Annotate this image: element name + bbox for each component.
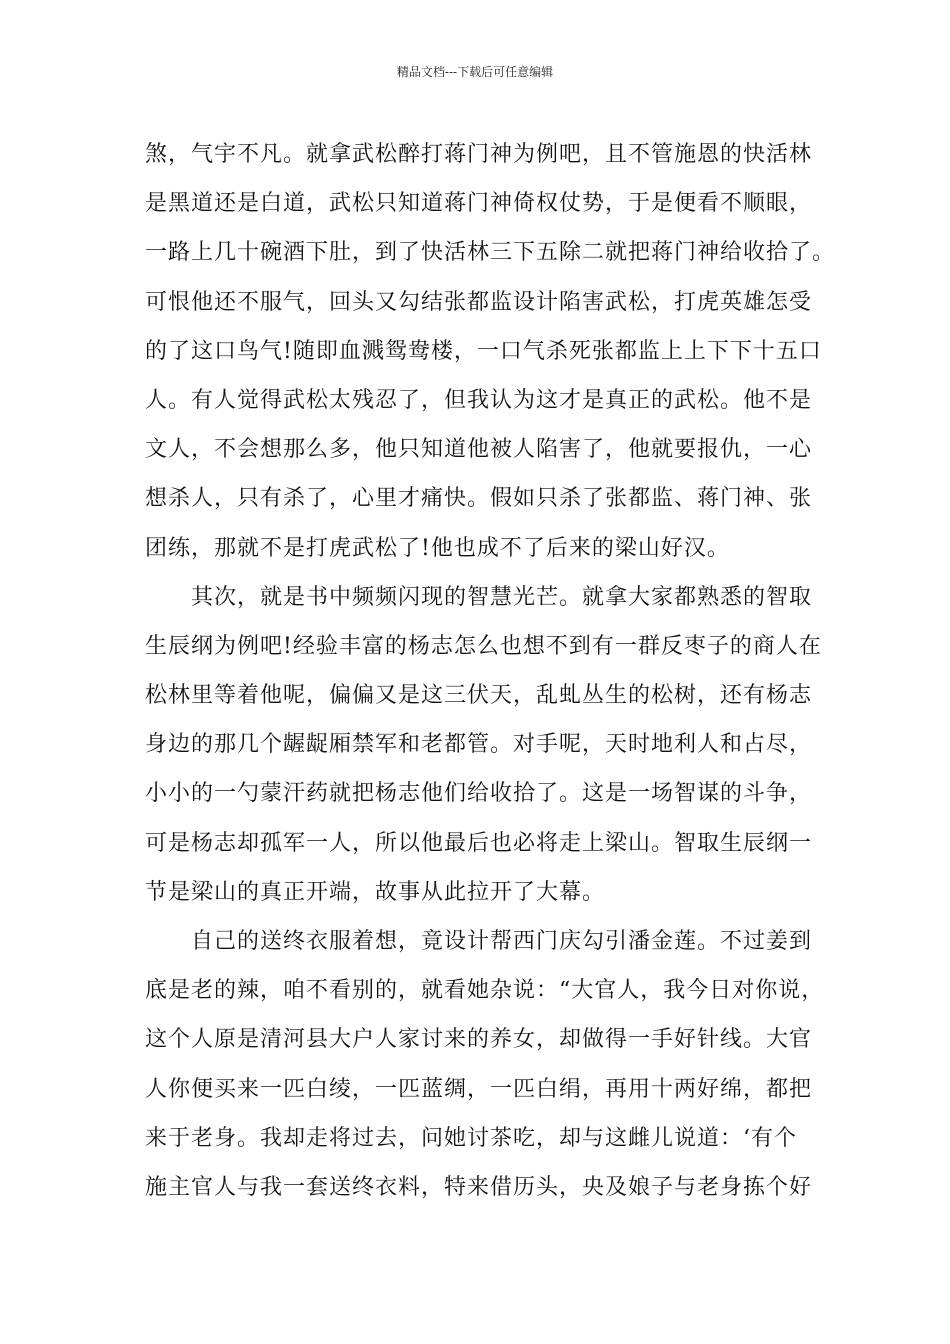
document-body — [145, 130, 836, 1212]
text-line: 施主官人与我一套送终衣料，特来借历头，央及娘子与老身拣个好 — [145, 1174, 813, 1200]
text-line: 人。有人觉得武松太残忍了，但我认为这才是真正的武松。他不是 — [145, 387, 813, 413]
text-line: 这个人原是清河县大户人家讨来的养女，却做得一手好针线。大官 — [145, 1027, 813, 1053]
text-line: 生辰纲为例吧!经验丰富的杨志怎么也想不到有一群反枣子的商人在 — [145, 633, 822, 659]
text-line: 可恨他还不服气，回头又勾结张都监设计陷害武松，打虎英雄怎受 — [145, 289, 813, 315]
text-line: 底是老的辣，咱不看别的，就看她杂说：“大官人，我今日对你说， — [145, 978, 825, 1004]
text-line: 是黑道还是白道，武松只知道蒋门神倚权仗势，于是便看不顺眼， — [145, 191, 813, 217]
paragraph-start-line: 自己的送终衣服着想，竟设计帮西门庆勾引潘金莲。不过姜到 — [145, 929, 813, 954]
text-line: 身边的那几个龌龊厢禁军和老都管。对手呢，天时地利人和占尽， — [145, 732, 813, 758]
text-line: 的了这口鸟气!随即血溅鸳鸯楼，一口气杀死张都监上上下下十五口 — [145, 338, 822, 364]
text-line: 人你便买来一匹白绫，一匹蓝绸，一匹白绢，再用十两好绵，都把 — [145, 1076, 813, 1102]
page-header: 精品文档---下载后可任意编辑 — [396, 65, 554, 79]
text-line: 团练，那就不是打虎武松了!他也成不了后来的梁山好汉。 — [145, 535, 730, 561]
text-line: 来于老身。我却走将过去，问她讨茶吃，却与这雌儿说道：‘有个 — [145, 1125, 797, 1151]
text-line: 松林里等着他呢，偏偏又是这三伏天，乱虬丛生的松树，还有杨志 — [145, 683, 813, 709]
text-line: 文人，不会想那么多，他只知道他被人陷害了，他就要报仇，一心 — [145, 437, 813, 463]
text-line: 煞，气宇不凡。就拿武松醉打蒋门神为例吧，且不管施恩的快活林 — [145, 142, 813, 167]
text-line: 节是梁山的真正开端，故事从此拉开了大幕。 — [145, 879, 606, 905]
text-line: 想杀人，只有杀了，心里才痛快。假如只杀了张都监、蒋门神、张 — [145, 486, 813, 512]
paragraph-start-line: 其次，就是书中频频闪现的智慧光芒。就拿大家都熟悉的智取 — [145, 584, 813, 610]
text-line: 一路上几十碗酒下肚，到了快活林三下五除二就把蒋门神给收拾了。 — [145, 240, 836, 266]
text-line: 可是杨志却孤军一人，所以他最后也必将走上梁山。智取生辰纲一 — [145, 830, 813, 856]
text-line: 小小的一勺蒙汗药就把杨志他们给收拾了。这是一场智谋的斗争， — [145, 781, 813, 807]
